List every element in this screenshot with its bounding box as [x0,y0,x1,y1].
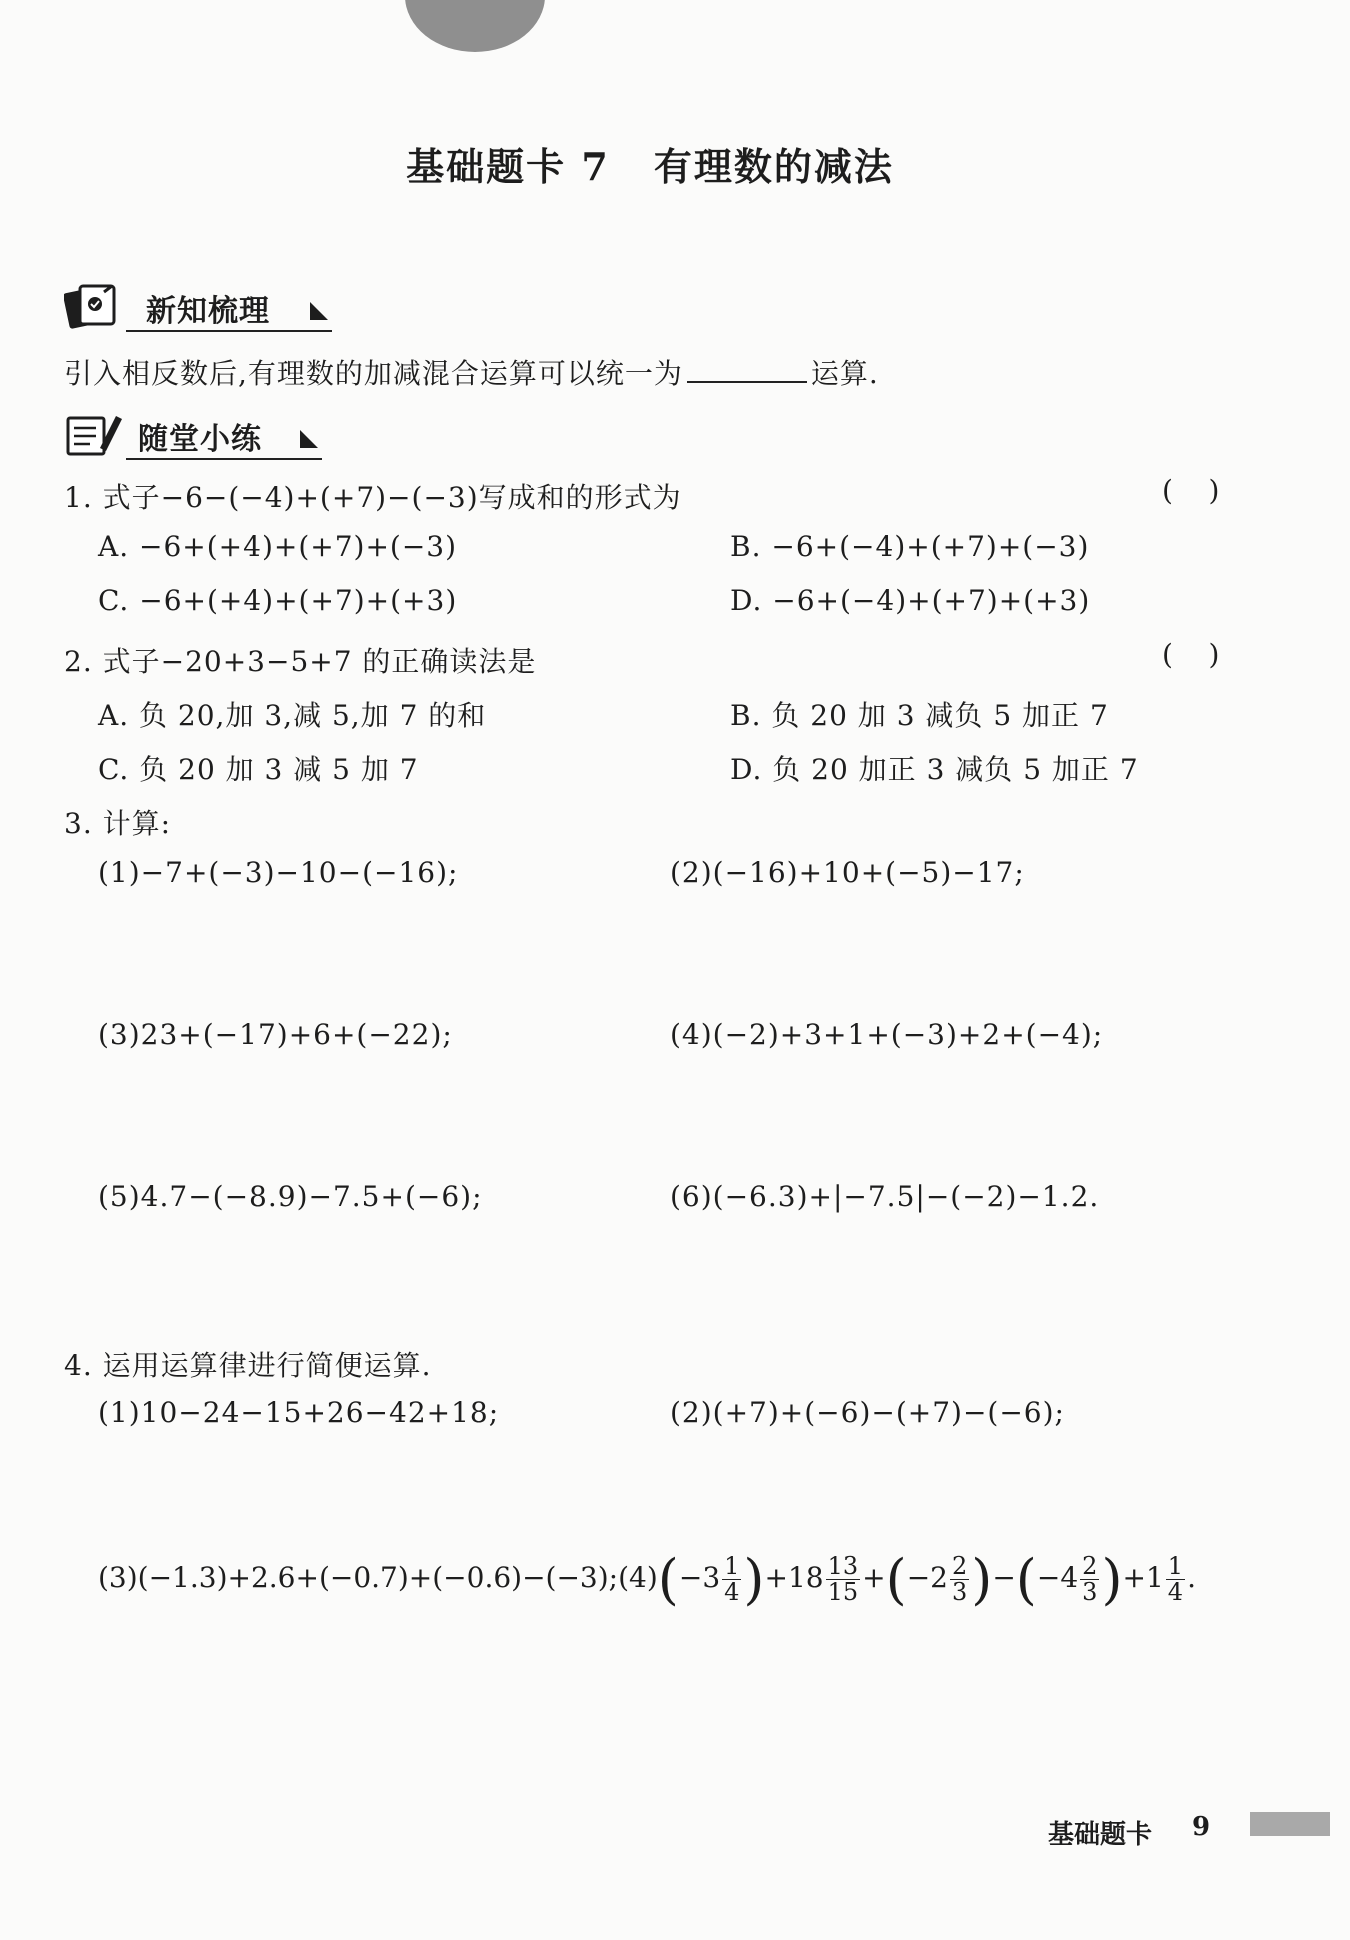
option-c[interactable]: C. −6+(+4)+(+7)+(+3) [98,584,458,617]
problem-4-2: (2)(+7)+(−6)−(+7)−(−6); [670,1396,1065,1429]
fraction: $\frac{2}{3}$ [951,1551,968,1606]
problem-3-4: (4)(−2)+3+1+(−3)+2+(−4); [670,1018,1104,1051]
section-label: 随堂小练 [138,422,262,457]
option-a[interactable]: A. 负 20,加 3,减 5,加 7 的和 [98,699,487,732]
intro-sentence: 引入相反数后,有理数的加减混合运算可以统一为 运算. [64,357,879,390]
fraction: $\frac{1}{4}$ [724,1551,740,1606]
option-b[interactable]: B. −6+(−4)+(+7)+(−3) [730,530,1090,563]
problem-4-3-and-4 [98,1548,1196,1611]
fraction: $\frac{2}{3}$ [1082,1551,1098,1606]
question-3-stem: 3. 计算: [64,807,172,840]
question-1-stem: 1. 式子−6−(−4)+(+7)−(−3)写成和的形式为 [64,481,682,514]
question-4-stem: 4. 运用运算律进行简便运算. [64,1349,432,1382]
footer-bar [1250,1812,1330,1836]
notebook-pencil-icon [64,410,126,458]
problem-3-2: (2)(−16)+10+(−5)−17; [670,856,1025,889]
problem-3-3: (3)23+(−17)+6+(−22); [98,1018,453,1051]
problem-4-1: (1)10−24−15+26−42+18; [98,1396,500,1429]
option-d[interactable]: D. −6+(−4)+(+7)+(+3) [730,584,1091,617]
section-header-practice [64,410,326,460]
section-label: 新知梳理 [146,294,270,329]
fraction: $\frac{13}{15}$ [827,1551,859,1606]
section-header-new-knowledge [64,282,336,332]
footer-label: 基础题卡 [1048,1820,1153,1850]
problem-4-3: (3)(−1.3)+2.6+(−0.7)+(−0.6)−(−3); [98,1561,619,1594]
title-card-number: 基础题卡 7 [406,144,610,189]
answer-blank[interactable] [687,357,807,383]
triangle-marker-icon [310,302,328,320]
page-title [0,136,1300,191]
option-b[interactable]: B. 负 20 加 3 减负 5 加正 7 [730,699,1109,732]
option-a[interactable]: A. −6+(+4)+(+7)+(−3) [98,530,458,563]
option-c[interactable]: C. 负 20 加 3 减 5 加 7 [98,753,419,786]
fraction: $\frac{1}{4}$ [1167,1551,1184,1606]
triangle-marker-icon [300,430,318,448]
answer-bracket[interactable]: ( ) [1162,474,1220,507]
page-number: 9 [1192,1812,1211,1842]
question-2-stem: 2. 式子−20+3−5+7 的正确读法是 [64,645,537,678]
page-corner-decoration [405,0,545,52]
answer-bracket[interactable]: ( ) [1162,638,1220,671]
problem-3-1: (1)−7+(−3)−10−(−16); [98,856,459,889]
option-d[interactable]: D. 负 20 加正 3 减负 5 加正 7 [730,753,1139,786]
title-topic: 有理数的减法 [653,144,894,189]
cards-icon [64,282,126,330]
problem-4-4: (4)(−3 $\frac{1}{4}$ )+18 $\frac{13}{15}$ +(−2 $\frac{2}{3}$ )−(−4 $\frac{2}{3}$ )+1 $\frac{1}{4}$ . [618,1548,1196,1611]
problem-3-6: (6)(−6.3)+|−7.5|−(−2)−1.2. [670,1180,1100,1213]
problem-3-5: (5)4.7−(−8.9)−7.5+(−6); [98,1180,483,1213]
